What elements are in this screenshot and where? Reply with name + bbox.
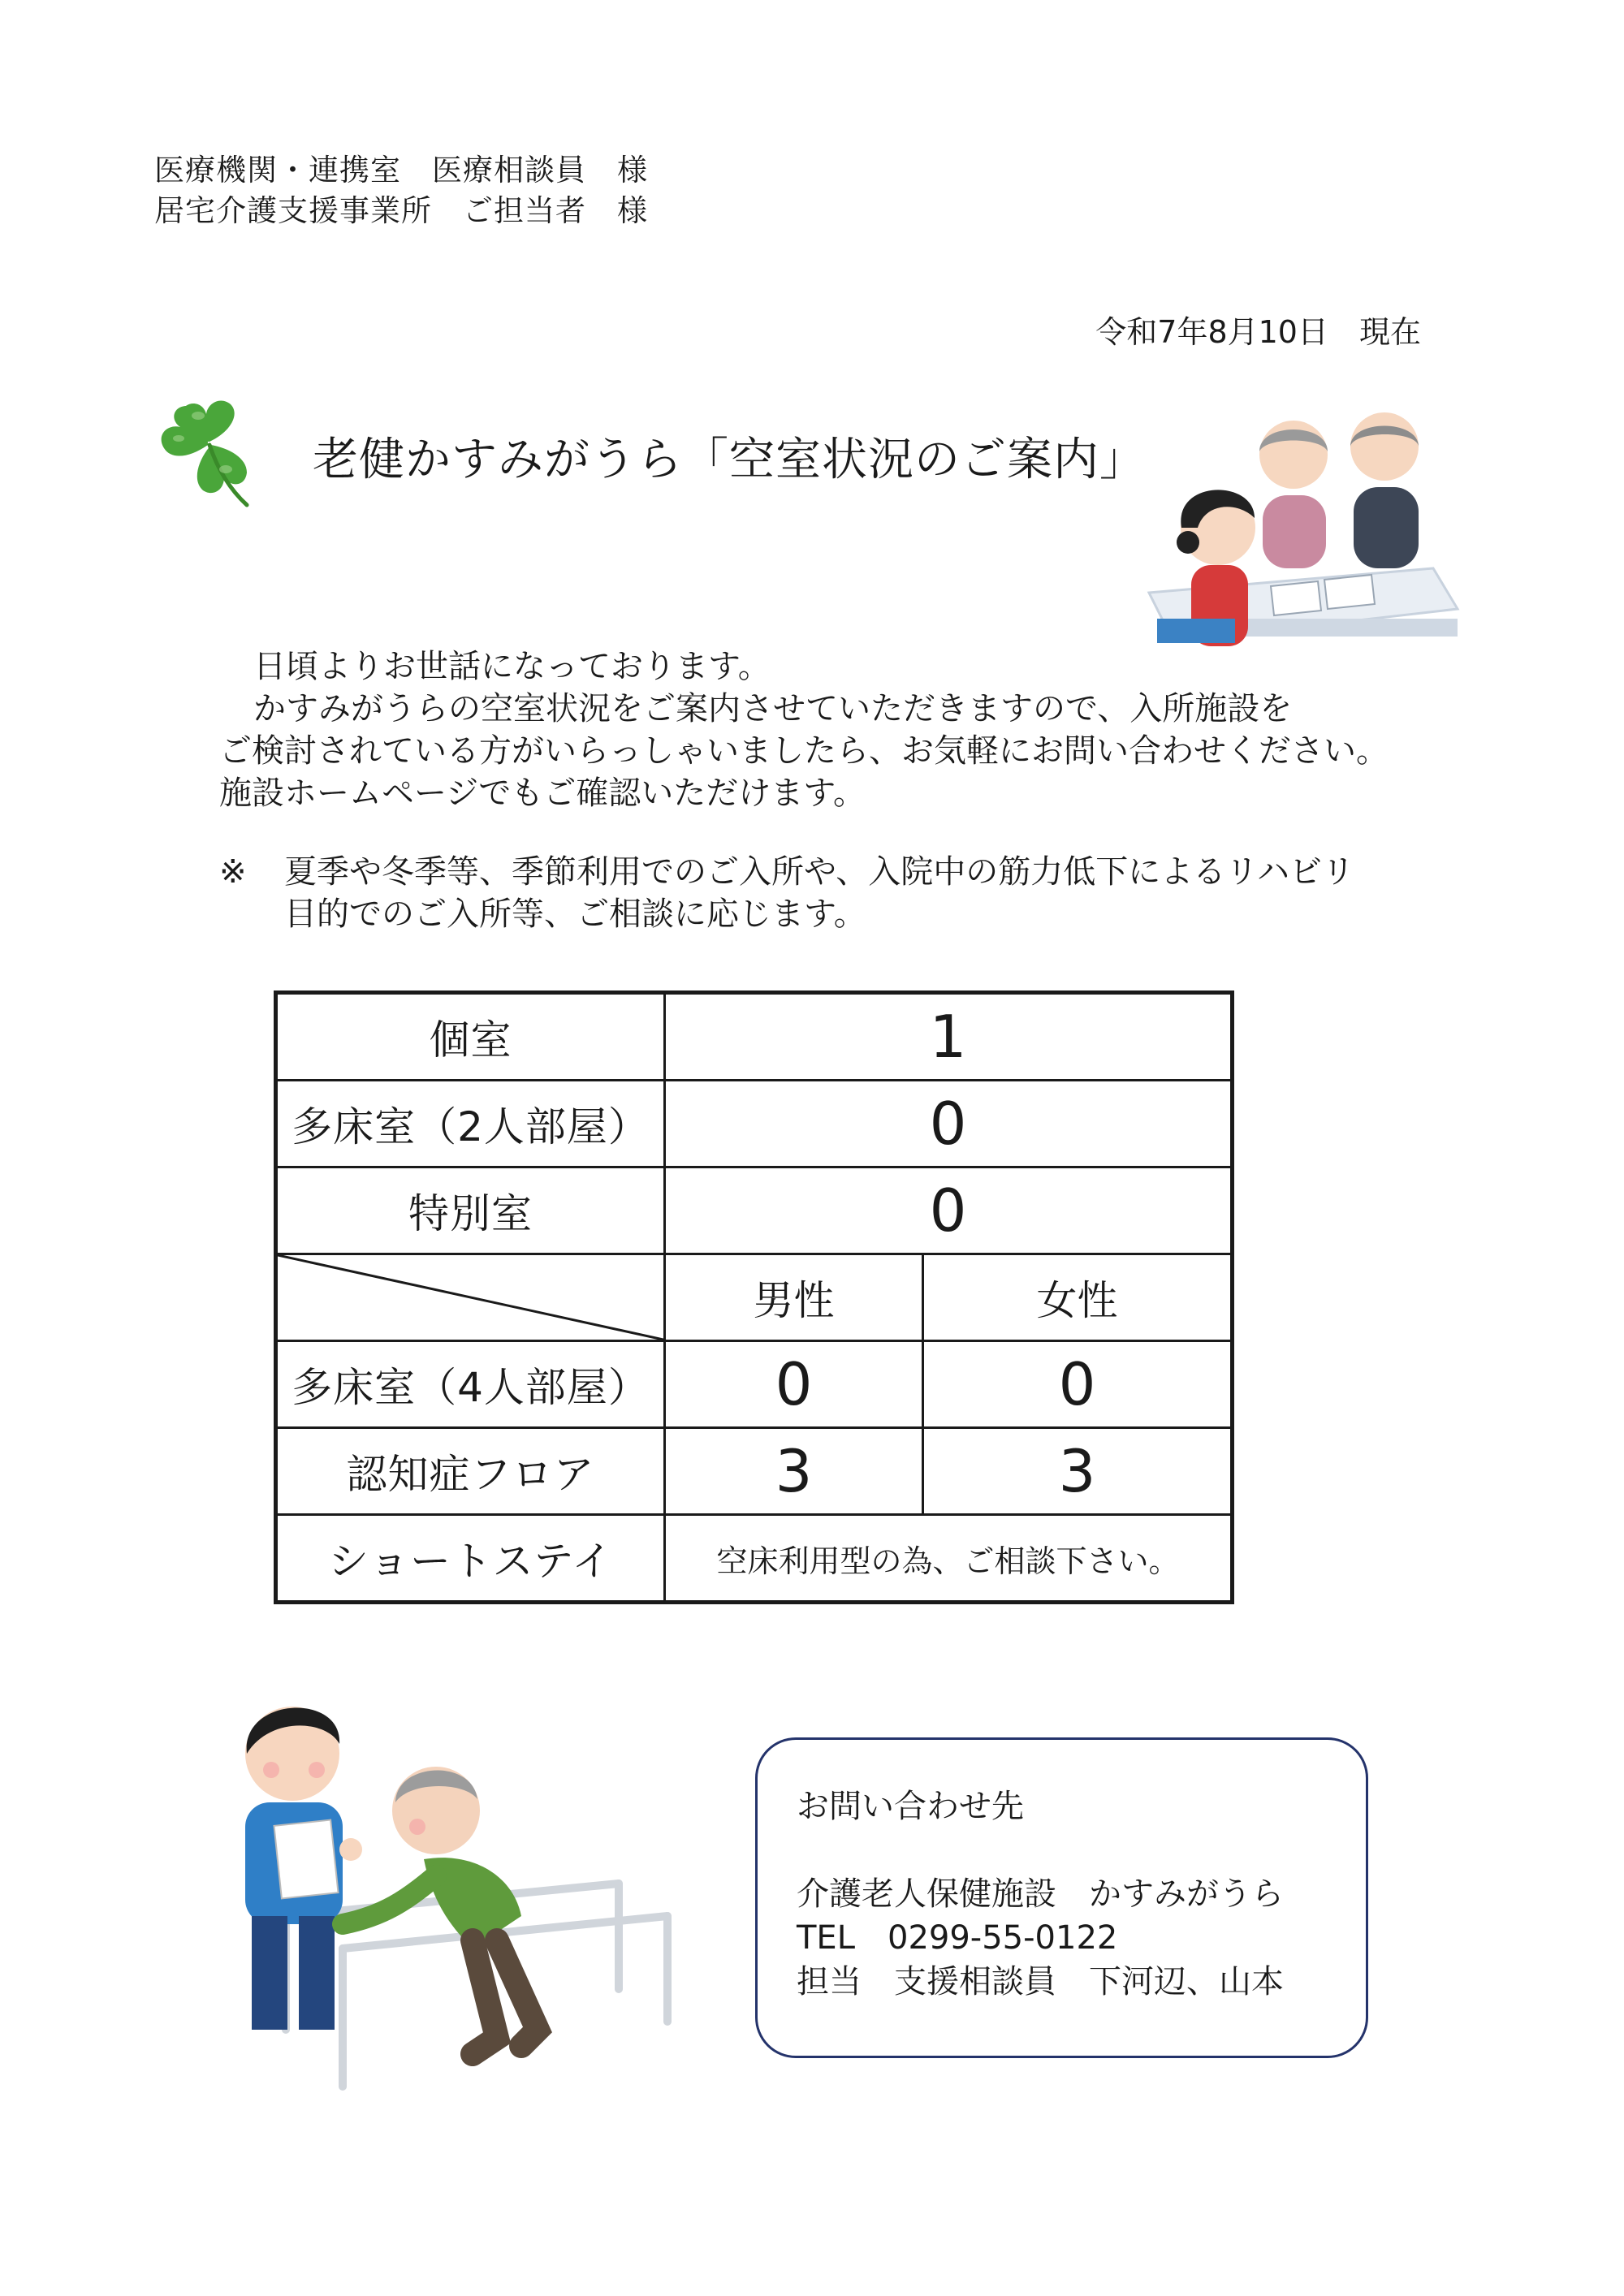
rehabilitation-illustration	[229, 1681, 684, 2103]
table-row	[276, 1341, 1233, 1428]
consultation-illustration	[1141, 406, 1462, 674]
contact-facility: 介護老人保健施設 かすみがうら	[797, 1875, 1284, 1913]
note-line-1: 夏季や冬季等、季節利用でのご入所や、入院中の筋力低下によるリハビリ	[284, 853, 1354, 891]
intro-line-4: 施設ホームページでもご確認いただけます。	[219, 775, 866, 812]
note-mark: ※	[219, 853, 247, 891]
contact-tel: TEL 0299-55-0122	[797, 1919, 1118, 1957]
row-label-private: 個室	[276, 993, 665, 1081]
value-dementia-male: 3	[665, 1428, 923, 1515]
intro-paragraph	[219, 645, 1421, 814]
vacancy-table	[274, 990, 1234, 1604]
value-shared-4-female: 0	[923, 1341, 1233, 1428]
contact-box	[755, 1737, 1368, 2058]
value-private: 1	[665, 993, 1233, 1081]
recipient-line-2: 居宅介護支援事業所 ご担当者 様	[154, 193, 648, 228]
contact-heading: お問い合わせ先	[797, 1788, 1024, 1825]
note-block	[219, 851, 1421, 935]
recipient-block	[154, 150, 648, 231]
value-special: 0	[665, 1167, 1233, 1254]
row-label-shared-2: 多床室（2人部屋）	[276, 1081, 665, 1167]
row-label-short-stay: ショートステイ	[276, 1515, 665, 1603]
table-row	[276, 993, 1233, 1081]
page-title: 老健かすみがうら「空室状況のご案内」	[313, 434, 1146, 486]
diagonal-header-cell	[276, 1254, 665, 1341]
intro-line-1: 日頃よりお世話になっております。	[253, 648, 771, 685]
value-shared-2: 0	[665, 1081, 1233, 1167]
note-line-2: 目的でのご入所等、ご相談に応じます。	[284, 896, 866, 933]
value-dementia-female: 3	[923, 1428, 1233, 1515]
row-label-special: 特別室	[276, 1167, 665, 1254]
as-of-date: 令和7年8月10日 現在	[1095, 314, 1421, 350]
intro-line-2: かすみがうらの空室状況をご案内させていただきますので、入所施設を	[253, 690, 1293, 727]
row-label-dementia: 認知症フロア	[276, 1428, 665, 1515]
table-row	[276, 1081, 1233, 1167]
value-short-stay: 空床利用型の為、ご相談下さい。	[665, 1515, 1233, 1603]
intro-line-3: ご検討されている方がいらっしゃいましたら、お気軽にお問い合わせください。	[219, 732, 1389, 770]
table-row	[276, 1515, 1233, 1603]
contact-staff: 担当 支援相談員 下河辺、山本	[797, 1963, 1284, 2000]
header-male: 男性	[665, 1254, 923, 1341]
table-row	[276, 1167, 1233, 1254]
table-row	[276, 1254, 1233, 1341]
row-label-shared-4: 多床室（4人部屋）	[276, 1341, 665, 1428]
table-row	[276, 1428, 1233, 1515]
value-shared-4-male: 0	[665, 1341, 923, 1428]
clover-icon	[156, 391, 263, 510]
diagonal-line	[278, 1255, 663, 1340]
header-female: 女性	[923, 1254, 1233, 1341]
recipient-line-1: 医療機関・連携室 医療相談員 様	[154, 153, 648, 188]
